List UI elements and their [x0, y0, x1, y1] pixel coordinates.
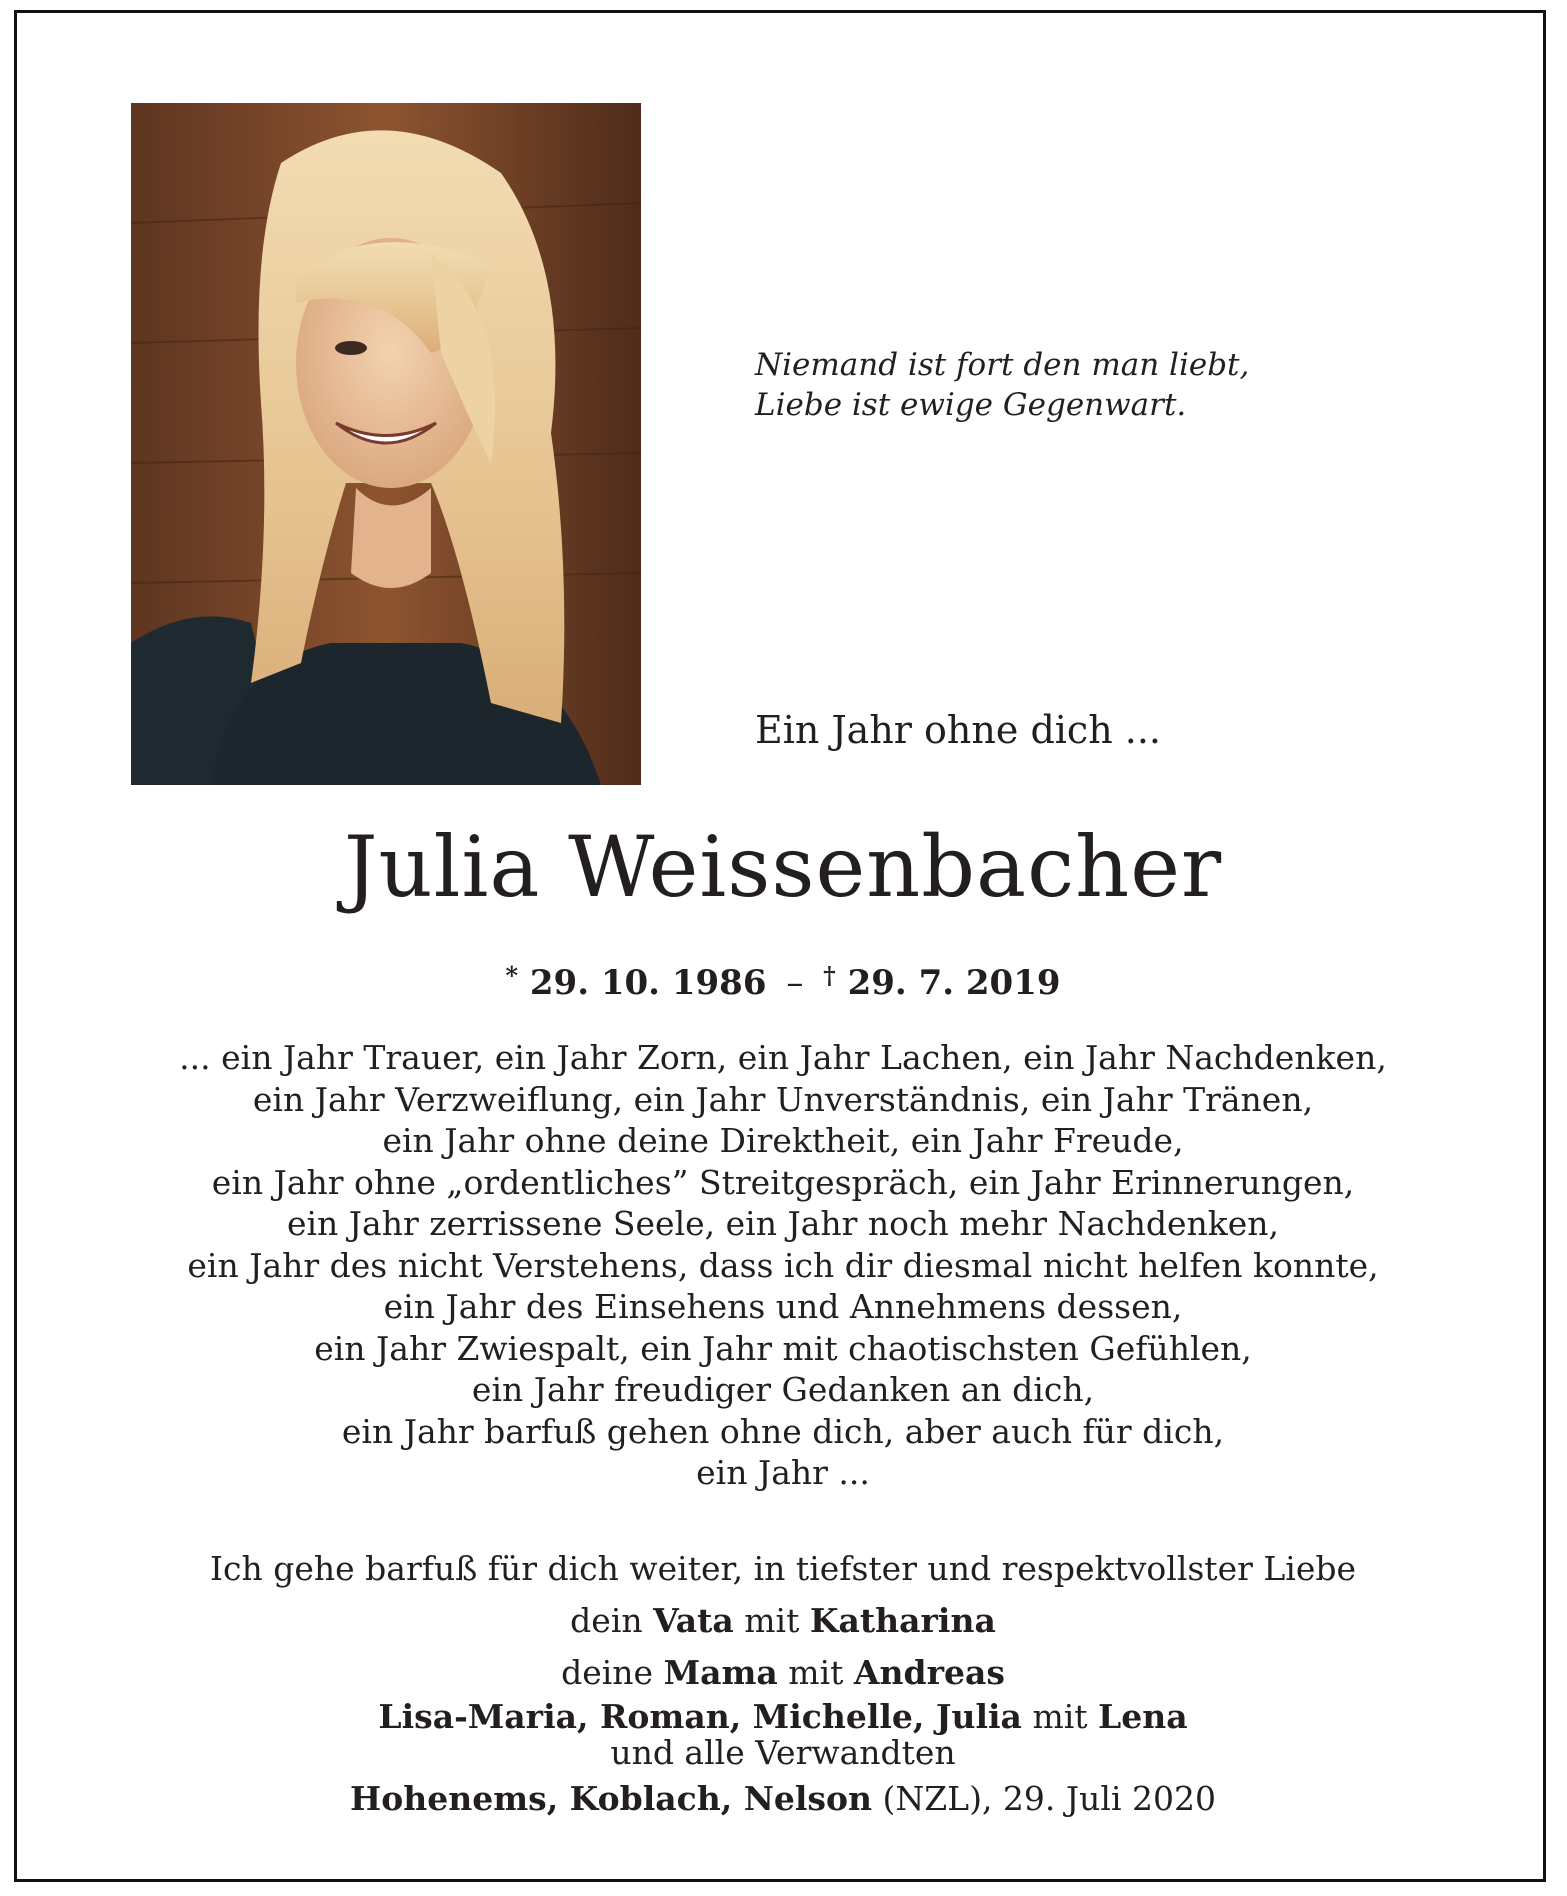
poem-line: ein Jahr Verzweiflung, ein Jahr Unverständnis, ein Jahr Tränen, [252, 1079, 1314, 1119]
poem-line: ein Jahr des nicht Verstehens, dass ich dir diesmal nicht helfen konnte, [187, 1245, 1379, 1285]
quote-line-1: Niemand ist fort den man liebt, [755, 347, 1250, 383]
portrait-photo [131, 103, 641, 785]
place-rest: (NZL), 29. Juli 2020 [882, 1779, 1216, 1818]
closing-signature [17, 1543, 1549, 1771]
place-and-date [17, 1779, 1549, 1818]
memorial-quote [755, 345, 1249, 425]
poem-line: ein Jahr freudiger Gedanken an dich, [471, 1370, 1095, 1409]
poem-line: ... ein Jahr Trauer, ein Jahr Zorn, ein Jahr Lachen, ein Jahr Nachdenken, [179, 1038, 1387, 1077]
signature-name: Lisa-Maria, Roman, Michelle, Julia [378, 1697, 1022, 1736]
place-towns: Hohenems, Koblach, Nelson [350, 1779, 872, 1818]
signature-name: Katharina [809, 1601, 996, 1640]
poem-line: ein Jahr des Einsehens und Annehmens dessen, [383, 1287, 1183, 1326]
signature-word: mit [788, 1653, 844, 1692]
death-symbol: † [823, 961, 836, 990]
signature-line-siblings [17, 1699, 1549, 1735]
signature-name: Andreas [853, 1653, 1005, 1692]
portrait-illustration [131, 103, 641, 785]
birth-date: 29. 10. 1986 [529, 963, 767, 1003]
poem-line: ein Jahr ohne „ordentliches” Streitgespräch, ein Jahr Erinnerungen, [211, 1162, 1355, 1202]
subtitle: Ein Jahr ohne dich ... [755, 708, 1161, 752]
quote-line-2: Liebe ist ewige Gegenwart. [755, 387, 1187, 423]
signature-name: Lena [1098, 1697, 1188, 1736]
poem [17, 1037, 1549, 1494]
life-dates [17, 961, 1549, 1003]
death-date: 29. 7. 2019 [847, 963, 1061, 1003]
poem-line: ein Jahr ohne deine Direktheit, ein Jahr Freude, [382, 1121, 1184, 1160]
poem-line: ein Jahr Zwiespalt, ein Jahr mit chaotischsten Gefühlen, [314, 1328, 1252, 1368]
closing-line: Ich gehe barfuß für dich weiter, in tiefster und respektvollster Liebe [209, 1549, 1357, 1588]
signature-word: mit [1032, 1697, 1088, 1736]
poem-line: ein Jahr zerrissene Seele, ein Jahr noch mehr Nachdenken, [286, 1204, 1280, 1243]
signature-line-mother [17, 1647, 1549, 1699]
signature-word: deine [561, 1653, 654, 1692]
signature-name: Vata [653, 1601, 734, 1640]
poem-line: ein Jahr ... [696, 1453, 870, 1492]
signature-line-father [17, 1595, 1549, 1647]
poem-line: ein Jahr barfuß gehen ohne dich, aber auch für dich, [341, 1411, 1225, 1451]
date-dash: – [786, 963, 804, 1003]
signature-line-relatives: und alle Verwandten [610, 1733, 956, 1772]
obituary-card [14, 10, 1546, 1882]
signature-name: Mama [663, 1653, 778, 1692]
signature-word: dein [570, 1601, 643, 1640]
deceased-name: Julia Weissenbacher [343, 818, 1223, 916]
signature-word: mit [744, 1601, 800, 1640]
birth-symbol: * [505, 961, 519, 990]
